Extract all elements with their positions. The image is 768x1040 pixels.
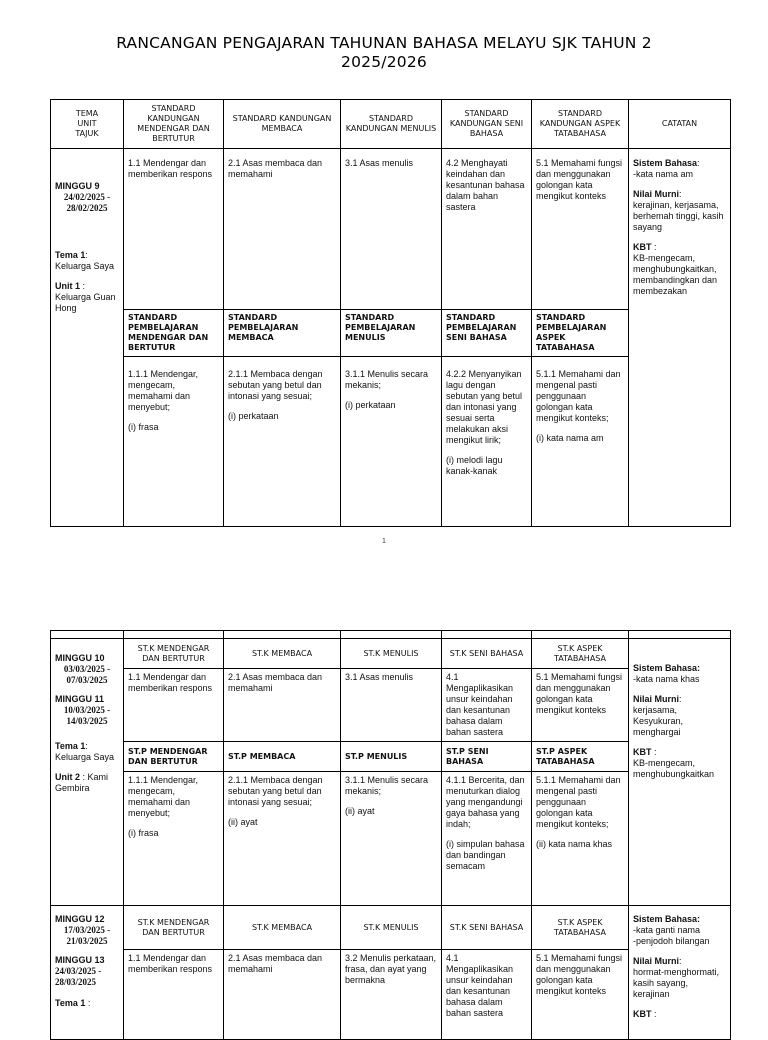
title-line-1: RANCANGAN PENGAJARAN TAHUNAN BAHASA MELAYU SJK TAHUN 2 <box>116 34 652 52</box>
sp-header-tatabahasa: STANDARD PEMBELAJARAN ASPEK TATABAHASA <box>532 310 629 357</box>
b1-sp-tatabahasa: 5.1.1 Memahami dan mengenal pasti penggunaan golongan kata mengikut konteks; (ii) kata nama khas <box>532 772 629 906</box>
b1-catatan-cell: Sistem Bahasa: -kata nama khas Nilai Murni: kerjasama, Kesyukuran, menghargai KBT : KB-mengecam, menghubungkaitkan <box>629 639 731 906</box>
b1-sph-menulis: ST.P MENULIS <box>341 742 442 772</box>
sp-header-mendengar: STANDARD PEMBELAJARAN MENDENGAR DAN BERTUTUR <box>124 310 224 357</box>
header-row <box>51 100 731 149</box>
b2-skh-membaca: ST.K MEMBACA <box>224 906 341 950</box>
page-number: 1 <box>382 538 386 545</box>
b2-sk-header-row <box>51 906 731 950</box>
unit-text: Unit 1 : Keluarga Guan Hong <box>55 281 116 313</box>
header-sk-membaca: STANDARD KANDUNGAN MEMBACA <box>224 100 341 149</box>
sp-mendengar: 1.1.1 Mendengar, mengecam, memahami dan menyebut; (i) frasa <box>124 357 224 527</box>
sp-header-seni-bahasa: STANDARD PEMBELAJARAN SENI BAHASA <box>442 310 532 357</box>
b1-sk-header-row <box>51 639 731 669</box>
nilai-murni: Nilai Murni: kerajinan, kerjasama, berhemah tinggi, kasih sayang <box>633 189 724 232</box>
rpt-table-1 <box>50 99 731 527</box>
week-label: MINGGU 9 <box>55 181 100 191</box>
b1-skh-tatabahasa: ST.K ASPEK TATABAHASA <box>532 639 629 669</box>
b2-sk-membaca: 2.1 Asas membaca dan memahami <box>224 950 341 1040</box>
title-line-2: 2025/2026 <box>341 53 427 71</box>
sp-menulis: 3.1.1 Menulis secara mekanis; (i) perkataan <box>341 357 442 527</box>
kbt: KBT : KB-mengecam, menghubungkaitkan, membandingkan dan membezakan <box>633 242 718 296</box>
b1-sp-mendengar: 1.1.1 Mendengar, mengecam, memahami dan menyebut; (i) frasa <box>124 772 224 906</box>
sp-membaca: 2.1.1 Membaca dengan sebutan yang betul dan intonasi yang sesuai; (i) perkataan <box>224 357 341 527</box>
catatan-cell <box>629 149 731 527</box>
b1-sk-membaca: 2.1 Asas membaca dan memahami <box>224 669 341 742</box>
sk-seni-bahasa: 4.2 Menghayati keindahan dan kesantunan bahasa dalam bahan sastera <box>442 149 532 310</box>
b1-skh-seni: ST.K SENI BAHASA <box>442 639 532 669</box>
b2-catatan-cell: Sistem Bahasa: -kata ganti nama -penjodoh bilangan Nilai Murni: hormat-menghormati, kasih sayang, kerajinan KBT : <box>629 906 731 1040</box>
b2-skh-seni: ST.K SENI BAHASA <box>442 906 532 950</box>
sk-mendengar: 1.1 Mendengar dan memberikan respons <box>124 149 224 310</box>
header-sk-mendengar: STANDARD KANDUNGAN MENDENGAR DAN BERTUTUR <box>124 100 224 149</box>
b2-skh-mendengar: ST.K MENDENGAR DAN BERTUTUR <box>124 906 224 950</box>
tema-cell <box>51 149 124 527</box>
b2-skh-menulis: ST.K MENULIS <box>341 906 442 950</box>
b1-sph-mendengar: ST.P MENDENGAR DAN BERTUTUR <box>124 742 224 772</box>
sp-seni-bahasa: 4.2.2 Menyanyikan lagu dengan sebutan yang betul dan intonasi yang sesuai serta melakukan aksi mengikut lirik; (i) melodi lagu kanak-kanak <box>442 357 532 527</box>
header-sk-menulis: STANDARD KANDUNGAN MENULIS <box>341 100 442 149</box>
b2-tema-cell: MINGGU 12 17/03/2025 - 21/03/2025 MINGGU 13 24/03/2025 - 28/03/2025 Tema 1 : <box>51 906 124 1040</box>
header-catatan: CATATAN <box>629 100 731 149</box>
b1-sp-membaca: 2.1.1 Membaca dengan sebutan yang betul dan intonasi yang sesuai; (ii) ayat <box>224 772 341 906</box>
b1-sk-tatabahasa: 5.1 Memahami fungsi dan menggunakan golongan kata mengikut konteks <box>532 669 629 742</box>
b1-sk-seni: 4.1 Mengaplikasikan unsur keindahan dan kesantunan bahasa dalam bahan sastera <box>442 669 532 742</box>
document-title <box>0 34 768 72</box>
b1-sph-membaca: ST.P MEMBACA <box>224 742 341 772</box>
b1-sph-tatabahasa: ST.P ASPEK TATABAHASA <box>532 742 629 772</box>
b1-sp-menulis: 3.1.1 Menulis secara mekanis; (ii) ayat <box>341 772 442 906</box>
week-dates: 24/02/2025 - 28/02/2025 <box>63 192 111 213</box>
sistem-bahasa: Sistem Bahasa: -kata nama am <box>633 158 700 179</box>
sp-tatabahasa: 5.1.1 Memahami dan mengenal pasti penggunaan golongan kata mengikut konteks; (i) kata nama am <box>532 357 629 527</box>
b1-sk-menulis: 3.1 Asas menulis <box>341 669 442 742</box>
sk-menulis: 3.1 Asas menulis <box>341 149 442 310</box>
b2-sk-tatabahasa: 5.1 Memahami fungsi dan menggunakan golongan kata mengikut konteks <box>532 950 629 1040</box>
sk-membaca: 2.1 Asas membaca dan memahami <box>224 149 341 310</box>
b1-sk-mendengar: 1.1 Mendengar dan memberikan respons <box>124 669 224 742</box>
top-strip-row <box>51 631 731 639</box>
header-tema: TEMA UNIT TAJUK <box>51 100 124 149</box>
b1-skh-membaca: ST.K MEMBACA <box>224 639 341 669</box>
header-sk-tatabahasa: STANDARD KANDUNGAN ASPEK TATABAHASA <box>532 100 629 149</box>
sp-header-menulis: STANDARD PEMBELAJARAN MENULIS <box>341 310 442 357</box>
b2-sk-menulis: 3.2 Menulis perkataan, frasa, dan ayat yang bermakna <box>341 950 442 1040</box>
header-sk-seni-bahasa: STANDARD KANDUNGAN SENI BAHASA <box>442 100 532 149</box>
b1-skh-mendengar: ST.K MENDENGAR DAN BERTUTUR <box>124 639 224 669</box>
rpt-table-2 <box>50 630 731 1040</box>
tema-text: Tema 1: Keluarga Saya <box>55 250 115 271</box>
sk-tatabahasa: 5.1 Memahami fungsi dan menggunakan golongan kata mengikut konteks <box>532 149 629 310</box>
b1-tema-cell: MINGGU 10 03/03/2025 - 07/03/2025 MINGGU 11 10/03/2025 - 14/03/2025 Tema 1: Keluarga Saya Unit 2 : Kami Gembira <box>51 639 124 906</box>
b1-skh-menulis: ST.K MENULIS <box>341 639 442 669</box>
sk-row <box>51 149 731 310</box>
b1-sph-seni: ST.P SENI BAHASA <box>442 742 532 772</box>
b2-sk-seni: 4.1 Mengaplikasikan unsur keindahan dan kesantunan bahasa dalam bahan sastera <box>442 950 532 1040</box>
b2-skh-tatabahasa: ST.K ASPEK TATABAHASA <box>532 906 629 950</box>
sp-header-membaca: STANDARD PEMBELAJARAN MEMBACA <box>224 310 341 357</box>
b2-sk-mendengar: 1.1 Mendengar dan memberikan respons <box>124 950 224 1040</box>
b1-sp-seni: 4.1.1 Bercerita, dan menuturkan dialog yang mengandungi gaya bahasa yang indah; (i) simpulan bahasa dan bandingan semacam <box>442 772 532 906</box>
